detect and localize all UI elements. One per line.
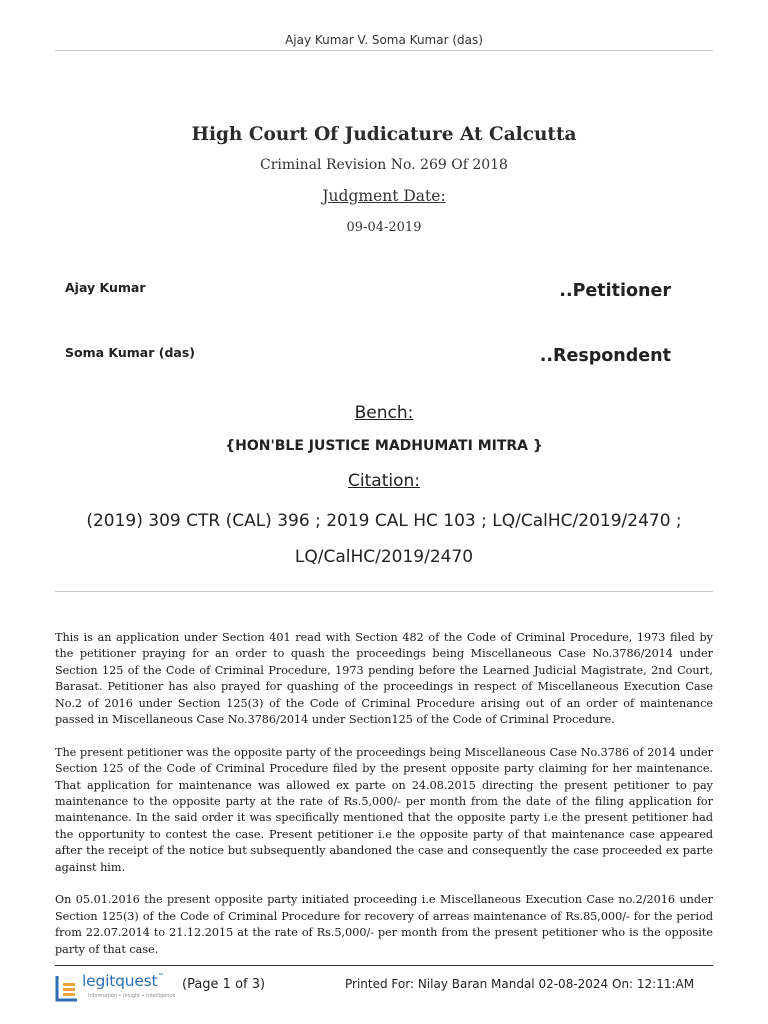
- case-number: Criminal Revision No. 269 Of 2018: [260, 157, 508, 173]
- logo-wordmark: [82, 972, 164, 990]
- bench-label: Bench:: [354, 403, 414, 423]
- citation-label: Citation:: [348, 471, 420, 491]
- judgment-date: 09-04-2019: [346, 220, 422, 235]
- respondent-name: Soma Kumar (das): [65, 345, 195, 360]
- citation-text: (2019) 309 CTR (CAL) 396 ; 2019 CAL HC 103 ; LQ/CalHC/2019/2470 ; LQ/CalHC/2019/2470: [86, 511, 682, 567]
- legitquest-logo: [55, 972, 181, 1004]
- legitquest-logo-icon: [55, 974, 79, 1002]
- logo-tagline: Information • Insight • Intelligence: [88, 993, 176, 999]
- citation-value: [0, 503, 768, 575]
- bench-value: {HON'BLE JUSTICE MADHUMATI MITRA }: [225, 438, 543, 454]
- petitioner-name: Ajay Kumar: [65, 280, 146, 295]
- logo-trademark: ™: [157, 972, 165, 980]
- page-indicator: (Page 1 of 3): [182, 977, 266, 992]
- logo-text: legitquest: [82, 972, 158, 990]
- judgment-date-label: Judgment Date:: [322, 187, 446, 205]
- header-rule: [55, 50, 713, 51]
- section-divider: [55, 591, 713, 592]
- printed-for: Printed For: Nilay Baran Mandal 02-08-2024 On: 12:11:AM: [345, 977, 695, 991]
- running-header: Ajay Kumar V. Soma Kumar (das): [285, 33, 483, 47]
- judgment-body: [55, 630, 713, 974]
- paragraph: The present petitioner was the opposite party of the proceedings being Miscellaneous Case No.3786 of 2014 under Section 125 of the Code of Criminal Procedure filed by the present opposite party claiming for her maintenance. That application for maintenance was allowed ex parte on 24.08.2015 directing the present petitioner to pay maintenance to the opposite party at the rate of Rs.5,000/- per month from the date of the filing application for maintenance. In the said order it was specifically mentioned that the opposite party i.e the present petitioner had the opportunity to contest the case. Present petitioner i.e the opposite party of that maintenance case appeared after the receipt of the notice but subsequently abandoned the case and consequently the case proceeded ex parte against him.: [55, 745, 713, 874]
- paragraph: This is an application under Section 401 read with Section 482 of the Code of Criminal Procedure, 1973 filed by the petitioner praying for an order to quash the proceedings being Miscellaneous Case No.3786/2014 under Section 125 of the Code of Criminal Procedure, 1973 pending before the Learned Judicial Magistrate, 2nd Court, Barasat. Petitioner has also prayed for quashing of the proceedings in respect of Miscellaneous Execution Case No.2 of 2016 under Section 125(3) of the Code of Criminal Procedure arising out of an order of maintenance passed in Miscellaneous Case No.3786/2014 under Section125 of the Code of Criminal Procedure.: [55, 631, 713, 727]
- respondent-role: ..Respondent: [539, 346, 671, 366]
- court-title: High Court Of Judicature At Calcutta: [191, 124, 577, 145]
- petitioner-role: ..Petitioner: [559, 281, 671, 301]
- footer-rule: [55, 965, 713, 966]
- paragraph: On 05.01.2016 the present opposite party initiated proceeding i.e Miscellaneous Execution Case no.2/2016 under Section 125(3) of the Code of Criminal Procedure for recovery of arreas maintenance of Rs.85,000/- for the period from 22.07.2014 to 21.12.2015 at the rate of Rs.5,000/- per month from the present petitioner who is the opposite party of that case.: [55, 893, 713, 956]
